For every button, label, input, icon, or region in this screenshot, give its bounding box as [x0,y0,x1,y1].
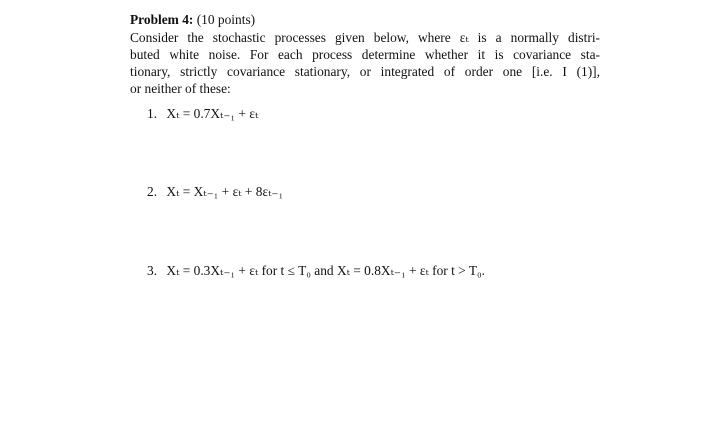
intro-line-2: buted white noise. For each process determine whether it is covariance sta- [130,46,600,62]
item-number-3: 3. [147,263,158,278]
list-item-2 [147,184,283,200]
list-item-3 [147,263,485,279]
problem-block [130,11,600,98]
problem-title [130,11,600,29]
list-item-1 [147,106,258,122]
item-equation-2: Xₜ = Xₜ₋₁ + εₜ + 8εₜ₋₁ [166,184,284,199]
intro-line-4: or neither of these: [130,81,231,97]
problem-points: (10 points) [196,12,256,27]
problem-intro [130,29,600,98]
item-equation-3: Xₜ = 0.3Xₜ₋₁ + εₜ for t ≤ T₀ and Xₜ = 0.8Xₜ₋₁ + εₜ for t > T₀. [166,263,486,278]
item-equation-1: Xₜ = 0.7Xₜ₋₁ + εₜ [166,106,259,121]
problem-heading: Problem 4: [130,12,194,27]
intro-line-1: Consider the stochastic processes given below, where εₜ is a normally distri- [130,29,600,45]
item-number-1: 1. [147,106,158,121]
intro-line-3: tionary, strictly covariance stationary, or integrated of order one [i.e. I (1)], [130,64,600,80]
item-number-2: 2. [147,184,158,199]
